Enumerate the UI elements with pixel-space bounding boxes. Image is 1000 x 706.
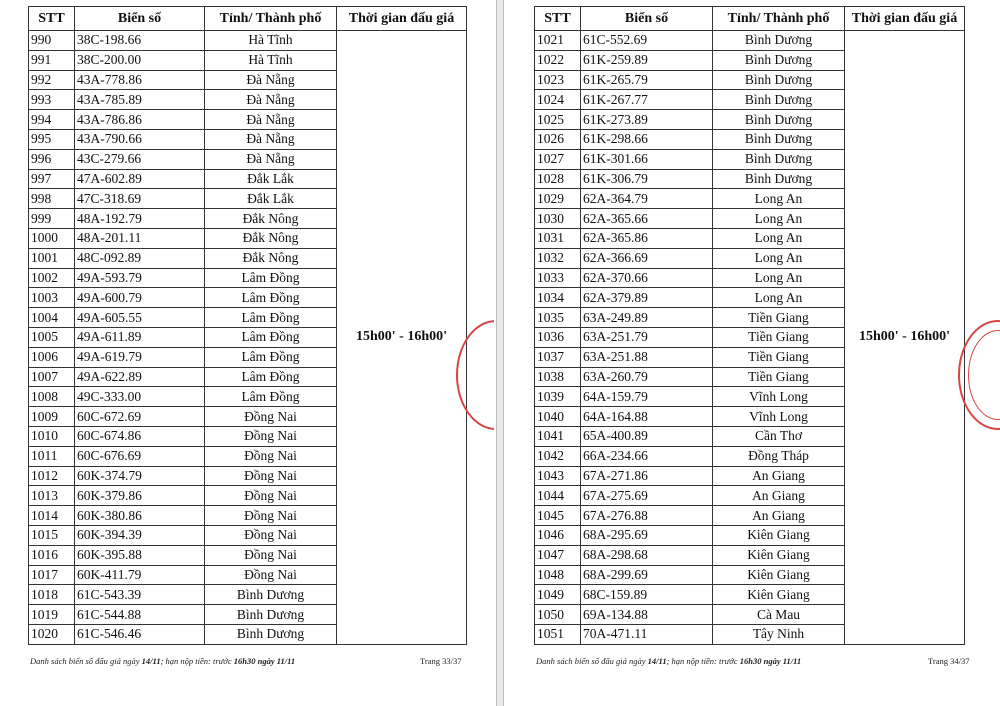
- row-city: Tiền Giang: [713, 367, 845, 387]
- row-city: Đà Nẵng: [205, 110, 337, 130]
- row-stt: 1034: [535, 288, 581, 308]
- header-time: Thời gian đấu giá: [337, 7, 467, 31]
- row-city: Cần Thơ: [713, 426, 845, 446]
- row-city: Long An: [713, 288, 845, 308]
- row-stt: 1001: [29, 248, 75, 268]
- row-plate: 49A-611.89: [75, 327, 205, 347]
- row-city: Đồng Nai: [205, 545, 337, 565]
- header-city: Tỉnh/ Thành phố: [713, 7, 845, 31]
- row-city: Đồng Nai: [205, 565, 337, 585]
- row-stt: 1050: [535, 605, 581, 625]
- header-plate: Biển số: [581, 7, 713, 31]
- row-plate: 60K-380.86: [75, 506, 205, 526]
- row-plate: 64A-159.79: [581, 387, 713, 407]
- row-stt: 1011: [29, 446, 75, 466]
- row-stt: 999: [29, 209, 75, 229]
- row-stt: 992: [29, 70, 75, 90]
- row-plate: 60K-411.79: [75, 565, 205, 585]
- footer-deadline: 16h30 ngày 11/11: [739, 656, 802, 666]
- auction-time-slot: 15h00' - 16h00': [845, 31, 965, 645]
- row-plate: 67A-271.86: [581, 466, 713, 486]
- row-plate: 49A-593.79: [75, 268, 205, 288]
- row-stt: 1036: [535, 327, 581, 347]
- row-city: Long An: [713, 228, 845, 248]
- row-stt: 1041: [535, 426, 581, 446]
- row-stt: 1023: [535, 70, 581, 90]
- row-city: Đà Nẵng: [205, 70, 337, 90]
- row-city: Tiền Giang: [713, 308, 845, 328]
- row-city: Tiền Giang: [713, 347, 845, 367]
- footer-prefix: Danh sách biển số đấu giá ngày: [30, 656, 142, 666]
- row-stt: 1032: [535, 248, 581, 268]
- row-plate: 48A-192.79: [75, 209, 205, 229]
- row-stt: 1016: [29, 545, 75, 565]
- row-stt: 1007: [29, 367, 75, 387]
- row-plate: 62A-364.79: [581, 189, 713, 209]
- row-city: Đồng Nai: [205, 525, 337, 545]
- row-plate: 61C-543.39: [75, 585, 205, 605]
- row-city: Long An: [713, 209, 845, 229]
- row-plate: 63A-260.79: [581, 367, 713, 387]
- row-stt: 1008: [29, 387, 75, 407]
- row-plate: 61C-544.88: [75, 605, 205, 625]
- row-plate: 60K-394.39: [75, 525, 205, 545]
- row-stt: 994: [29, 110, 75, 130]
- row-plate: 68A-295.69: [581, 525, 713, 545]
- row-stt: 1048: [535, 565, 581, 585]
- row-city: Đồng Nai: [205, 486, 337, 506]
- row-city: Bình Dương: [713, 110, 845, 130]
- row-stt: 1021: [535, 31, 581, 51]
- row-plate: 61K-301.66: [581, 149, 713, 169]
- row-city: Bình Dương: [205, 605, 337, 625]
- row-city: Bình Dương: [713, 90, 845, 110]
- row-city: Kiên Giang: [713, 545, 845, 565]
- document-page-right: [503, 0, 1000, 706]
- footer-date: 14/11: [141, 656, 161, 666]
- row-plate: 61C-546.46: [75, 624, 205, 644]
- row-city: Tây Ninh: [713, 624, 845, 644]
- plates-table-right: [534, 6, 965, 645]
- row-city: Đồng Nai: [205, 506, 337, 526]
- row-city: Đồng Nai: [205, 446, 337, 466]
- table-header-row: [29, 7, 467, 31]
- row-stt: 990: [29, 31, 75, 51]
- row-plate: 60C-674.86: [75, 426, 205, 446]
- row-city: Bình Dương: [713, 169, 845, 189]
- row-plate: 61K-265.79: [581, 70, 713, 90]
- row-city: Bình Dương: [205, 624, 337, 644]
- row-stt: 1030: [535, 209, 581, 229]
- row-plate: 62A-365.86: [581, 228, 713, 248]
- plates-table-left: [28, 6, 467, 645]
- row-city: Long An: [713, 268, 845, 288]
- row-plate: 62A-366.69: [581, 248, 713, 268]
- row-stt: 1044: [535, 486, 581, 506]
- header-stt: STT: [535, 7, 581, 31]
- row-stt: 1025: [535, 110, 581, 130]
- row-city: Đà Nẵng: [205, 129, 337, 149]
- row-city: Đồng Nai: [205, 407, 337, 427]
- row-plate: 48A-201.11: [75, 228, 205, 248]
- row-stt: 1028: [535, 169, 581, 189]
- footer-middle: ; hạn nộp tiền: trước: [160, 656, 234, 666]
- row-stt: 1014: [29, 506, 75, 526]
- row-city: Bình Dương: [205, 585, 337, 605]
- row-city: An Giang: [713, 486, 845, 506]
- row-stt: 1009: [29, 407, 75, 427]
- row-plate: 69A-134.88: [581, 605, 713, 625]
- row-plate: 60C-672.69: [75, 407, 205, 427]
- row-stt: 1022: [535, 50, 581, 70]
- row-plate: 60K-374.79: [75, 466, 205, 486]
- row-city: Bình Dương: [713, 149, 845, 169]
- row-city: Lâm Đồng: [205, 347, 337, 367]
- row-stt: 1046: [535, 525, 581, 545]
- row-stt: 1037: [535, 347, 581, 367]
- row-stt: 1043: [535, 466, 581, 486]
- row-city: An Giang: [713, 466, 845, 486]
- row-plate: 60C-676.69: [75, 446, 205, 466]
- auction-time-slot: 15h00' - 16h00': [337, 31, 467, 645]
- row-stt: 1003: [29, 288, 75, 308]
- header-plate: Biển số: [75, 7, 205, 31]
- row-plate: 63A-251.79: [581, 327, 713, 347]
- row-stt: 1040: [535, 407, 581, 427]
- row-stt: 1042: [535, 446, 581, 466]
- row-plate: 61K-259.89: [581, 50, 713, 70]
- row-city: Bình Dương: [713, 70, 845, 90]
- row-city: Đà Nẵng: [205, 90, 337, 110]
- row-stt: 996: [29, 149, 75, 169]
- row-stt: 1010: [29, 426, 75, 446]
- row-stt: 1004: [29, 308, 75, 328]
- row-stt: 1035: [535, 308, 581, 328]
- row-plate: 61K-306.79: [581, 169, 713, 189]
- row-city: Đồng Nai: [205, 426, 337, 446]
- row-city: Vĩnh Long: [713, 407, 845, 427]
- row-city: Lâm Đồng: [205, 288, 337, 308]
- page-number: Trang 33/37: [420, 656, 462, 666]
- row-city: Bình Dương: [713, 31, 845, 51]
- row-plate: 62A-370.66: [581, 268, 713, 288]
- row-city: Đắk Lắk: [205, 189, 337, 209]
- row-city: Long An: [713, 248, 845, 268]
- row-stt: 995: [29, 129, 75, 149]
- row-stt: 1013: [29, 486, 75, 506]
- row-stt: 1024: [535, 90, 581, 110]
- row-plate: 49C-333.00: [75, 387, 205, 407]
- header-stt: STT: [29, 7, 75, 31]
- row-city: Lâm Đồng: [205, 327, 337, 347]
- row-stt: 1047: [535, 545, 581, 565]
- row-stt: 998: [29, 189, 75, 209]
- row-plate: 43A-778.86: [75, 70, 205, 90]
- row-city: Long An: [713, 189, 845, 209]
- row-plate: 62A-379.89: [581, 288, 713, 308]
- row-city: Kiên Giang: [713, 585, 845, 605]
- row-plate: 63A-249.89: [581, 308, 713, 328]
- row-plate: 67A-275.69: [581, 486, 713, 506]
- row-stt: 1012: [29, 466, 75, 486]
- row-city: Đắk Nông: [205, 228, 337, 248]
- row-stt: 1005: [29, 327, 75, 347]
- row-plate: 61K-267.77: [581, 90, 713, 110]
- row-city: An Giang: [713, 506, 845, 526]
- table-header-row: [535, 7, 965, 31]
- row-stt: 1015: [29, 525, 75, 545]
- row-city: Tiền Giang: [713, 327, 845, 347]
- row-plate: 66A-234.66: [581, 446, 713, 466]
- footer-middle: ; hạn nộp tiền: trước: [666, 656, 740, 666]
- row-plate: 68C-159.89: [581, 585, 713, 605]
- row-stt: 1026: [535, 129, 581, 149]
- row-plate: 61K-273.89: [581, 110, 713, 130]
- row-stt: 1039: [535, 387, 581, 407]
- row-stt: 1033: [535, 268, 581, 288]
- row-plate: 61C-552.69: [581, 31, 713, 51]
- row-city: Lâm Đồng: [205, 268, 337, 288]
- header-city: Tỉnh/ Thành phố: [205, 7, 337, 31]
- page-number: Trang 34/37: [928, 656, 970, 666]
- row-city: Kiên Giang: [713, 565, 845, 585]
- row-stt: 1002: [29, 268, 75, 288]
- row-stt: 997: [29, 169, 75, 189]
- row-stt: 991: [29, 50, 75, 70]
- row-stt: 1038: [535, 367, 581, 387]
- row-city: Đắk Lắk: [205, 169, 337, 189]
- row-plate: 65A-400.89: [581, 426, 713, 446]
- document-page-left: [0, 0, 497, 706]
- row-stt: 1051: [535, 624, 581, 644]
- footer-deadline: 16h30 ngày 11/11: [233, 656, 296, 666]
- row-plate: 61K-298.66: [581, 129, 713, 149]
- row-stt: 1031: [535, 228, 581, 248]
- header-time: Thời gian đấu giá: [845, 7, 965, 31]
- row-city: Hà Tĩnh: [205, 31, 337, 51]
- footer-date: 14/11: [647, 656, 667, 666]
- row-plate: 68A-299.69: [581, 565, 713, 585]
- row-plate: 43A-785.89: [75, 90, 205, 110]
- row-city: Lâm Đồng: [205, 387, 337, 407]
- row-city: Đắk Nông: [205, 248, 337, 268]
- row-plate: 49A-622.89: [75, 367, 205, 387]
- row-plate: 38C-198.66: [75, 31, 205, 51]
- row-stt: 1018: [29, 585, 75, 605]
- row-city: Đồng Nai: [205, 466, 337, 486]
- row-city: Cà Mau: [713, 605, 845, 625]
- row-city: Đồng Tháp: [713, 446, 845, 466]
- table-row: [535, 31, 965, 51]
- row-city: Đà Nẵng: [205, 149, 337, 169]
- row-plate: 49A-605.55: [75, 308, 205, 328]
- row-stt: 1029: [535, 189, 581, 209]
- row-plate: 43A-786.86: [75, 110, 205, 130]
- row-plate: 63A-251.88: [581, 347, 713, 367]
- row-stt: 1027: [535, 149, 581, 169]
- row-stt: 993: [29, 90, 75, 110]
- row-city: Lâm Đồng: [205, 308, 337, 328]
- row-stt: 1000: [29, 228, 75, 248]
- row-city: Hà Tĩnh: [205, 50, 337, 70]
- row-plate: 43A-790.66: [75, 129, 205, 149]
- row-plate: 43C-279.66: [75, 149, 205, 169]
- row-plate: 47A-602.89: [75, 169, 205, 189]
- row-stt: 1006: [29, 347, 75, 367]
- row-plate: 60K-395.88: [75, 545, 205, 565]
- row-plate: 47C-318.69: [75, 189, 205, 209]
- footer-prefix: Danh sách biển số đấu giá ngày: [536, 656, 648, 666]
- row-plate: 70A-471.11: [581, 624, 713, 644]
- row-plate: 64A-164.88: [581, 407, 713, 427]
- row-plate: 49A-600.79: [75, 288, 205, 308]
- table-row: [29, 31, 467, 51]
- row-plate: 60K-379.86: [75, 486, 205, 506]
- row-stt: 1049: [535, 585, 581, 605]
- row-plate: 38C-200.00: [75, 50, 205, 70]
- row-city: Lâm Đồng: [205, 367, 337, 387]
- row-plate: 68A-298.68: [581, 545, 713, 565]
- row-city: Vĩnh Long: [713, 387, 845, 407]
- row-plate: 67A-276.88: [581, 506, 713, 526]
- row-plate: 49A-619.79: [75, 347, 205, 367]
- row-city: Bình Dương: [713, 50, 845, 70]
- row-plate: 62A-365.66: [581, 209, 713, 229]
- row-city: Bình Dương: [713, 129, 845, 149]
- row-stt: 1019: [29, 605, 75, 625]
- row-plate: 48C-092.89: [75, 248, 205, 268]
- page-footer-note: [30, 656, 295, 666]
- row-city: Đắk Nông: [205, 209, 337, 229]
- row-city: Kiên Giang: [713, 525, 845, 545]
- row-stt: 1045: [535, 506, 581, 526]
- page-footer-note: [536, 656, 801, 666]
- row-stt: 1017: [29, 565, 75, 585]
- row-stt: 1020: [29, 624, 75, 644]
